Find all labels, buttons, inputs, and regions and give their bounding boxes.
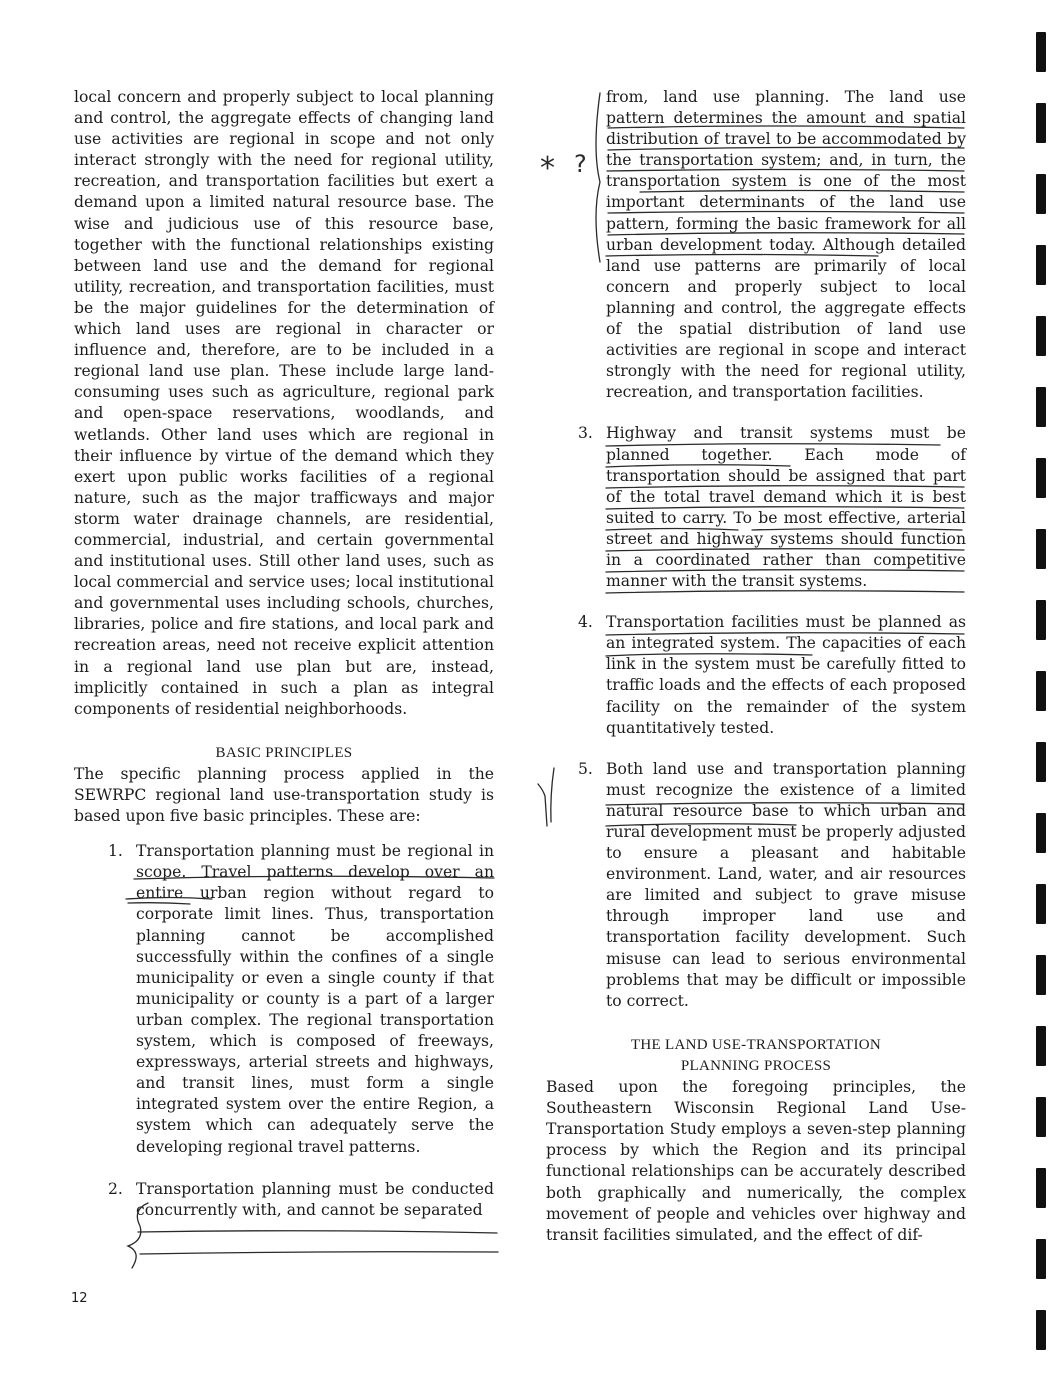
registration-mark — [1036, 742, 1046, 782]
item-text: Transportation planning must be conducted concurrently with, and cannot be separated — [136, 1179, 494, 1219]
binding-registration-marks — [1036, 32, 1048, 1372]
item-number: 3. — [578, 424, 593, 443]
section-heading-line-2: PLANNING PROCESS — [680, 1057, 832, 1074]
body-paragraph: Based upon the foregoing principles, the Southeastern Wisconsin Regional Land Use-Transportation Study employs a seven-step planning process by which the Region and its principal functional relationships can be accurately described both graphically and numerically, the complex movement of people and vehicles over highway and transit facilities simulated, and the effect of dif- — [546, 1078, 966, 1244]
registration-mark — [1036, 671, 1046, 711]
page-number: 12 — [71, 1291, 88, 1306]
annotation-question-mark: ? — [574, 150, 587, 178]
annotation-star: * — [540, 151, 555, 186]
item-text: Transportation planning must be regional in scope. Travel patterns develop over an entire urban region without regard to corporate limit lines. Thus, transportation planning cannot be accomplished successfully within the confines of a single municipality or even a single county if that municipality or county is a part of a larger urban complex. The regional transportation system, which is composed of freeways, expressways, arterial streets and highways, and transit lines, must form a single integrated system over the entire Region, a system which can adequately serve the developing regional travel patterns. — [136, 842, 494, 1156]
item-text: Transportation facilities must be planned as an integrated system. The capacities of each link in the system must be carefully fitted to traffic loads and the effects of each proposed facility on the remainder of the system quantitatively tested. — [606, 613, 966, 737]
section-heading-line-1: THE LAND USE-TRANSPORTATION — [630, 1036, 882, 1053]
registration-mark — [1036, 600, 1046, 640]
item-number: 5. — [578, 759, 593, 778]
right-column — [546, 87, 966, 1246]
item-text: Both land use and transportation planning must recognize the existence of a limited natural resource base to which urban and rural development must be properly adjusted to ensure a pleasant and habitable environment. Land, water, and air resources are limited and subject to grave misuse through improper land use and transportation facility development. Such misuse can lead to serious environmental problems that may be difficult or impossible to correct. — [606, 759, 966, 1010]
registration-mark — [1036, 884, 1046, 924]
registration-mark — [1036, 813, 1046, 853]
pen-underline — [138, 1231, 497, 1233]
item-text: Highway and transit systems must be planned together. Each mode of transportation should be assigned that part of the total travel demand which it is best suited to carry. To be most effective, arterial street and highway systems should function in a coordinated rather than competitive manner with the transit systems. — [606, 424, 966, 591]
registration-mark — [1036, 387, 1046, 427]
registration-mark — [1036, 245, 1046, 285]
principle-item-3 — [546, 423, 966, 592]
body-paragraph: The specific planning process applied in the SEWRPC regional land use-transportation study is based upon five basic principles. These are: — [74, 764, 494, 826]
registration-mark — [1036, 1026, 1046, 1066]
registration-mark — [1036, 1310, 1046, 1350]
principle-item-2-continued — [546, 87, 966, 403]
registration-mark — [1036, 955, 1046, 995]
registration-mark — [1036, 458, 1046, 498]
principle-item-1 — [74, 841, 494, 1157]
principle-item-4 — [546, 612, 966, 739]
left-column — [74, 87, 494, 1221]
pen-underline — [140, 1252, 498, 1254]
registration-mark — [1036, 32, 1046, 72]
body-paragraph: local concern and properly subject to local planning and control, the aggregate effects of changing land use activities are regional in scope and not only interact strongly with the need for regional utility, recreation, and transportation facilities but exert a demand upon a limited natural resource base. The wise and judicious use of this resource base, together with the functional relationships existing between land use and the demand for regional utility, recreation, and transportation facilities, must be the major guidelines for the determination of which land uses are regional in character or influence and, therefore, are to be included in a regional land use plan. These include large land-consuming uses such as agriculture, regional park and open-space reservations, woodlands, and wetlands. Other land uses which are regional in their influence by virtue of the demand which they exert upon public works facilities of a regional nature, such as the major trafficways and major storm water drainage channels, are residential, commercial, industrial, and certain governmental and institutional uses. Still other land uses, such as local commercial and service uses; local institutional and governmental uses including schools, churches, libraries, police and fire stations, and local park and recreation areas, need not receive explicit attention in a regional land use plan but are, instead, implicitly contained in such a plan as integral components of residential neighborhoods. — [74, 88, 494, 718]
registration-mark — [1036, 1168, 1046, 1208]
principle-item-5 — [546, 759, 966, 1012]
item-number: 2. — [108, 1179, 123, 1198]
registration-mark — [1036, 529, 1046, 569]
registration-mark — [1036, 103, 1046, 143]
registration-mark — [1036, 1239, 1046, 1279]
registration-mark — [1036, 174, 1046, 214]
item-text: from, land use planning. The land use pattern determines the amount and spatial distribution of travel to be accommodated by the transportation system; and, in turn, the transportation system is one of the most important determinants of the land use pattern, forming the basic framework for all urban development today. Although detailed land use patterns are primarily of local concern and properly subject to local planning and control, the aggregate effects of the spatial distribution of land use activities are regional in scope and interact strongly with the need for regional utility, recreation, and transportation facilities. — [606, 88, 966, 402]
registration-mark — [1036, 316, 1046, 356]
item-number: 4. — [578, 613, 593, 632]
section-heading-basic-principles: BASIC PRINCIPLES — [215, 744, 353, 761]
principle-item-2 — [74, 1179, 494, 1221]
registration-mark — [1036, 1097, 1046, 1137]
item-number: 1. — [108, 842, 123, 861]
